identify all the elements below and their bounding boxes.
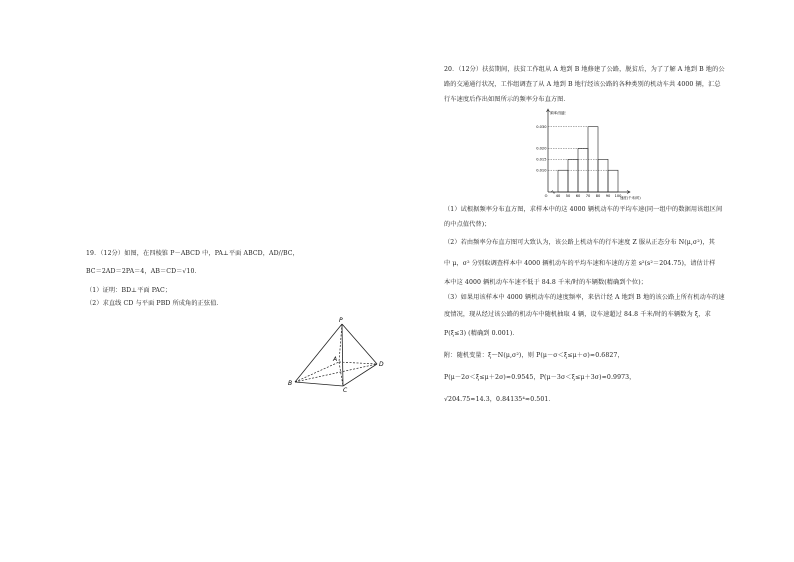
label-d: D [379, 361, 384, 368]
q20-line-3: 行车速度后作出如图所示的频率分布直方图． [444, 96, 570, 103]
bar-80-90 [598, 159, 608, 192]
label-p: P [339, 317, 343, 324]
bar-50-60 [568, 159, 578, 192]
q20-part-2-b: 中 μ，σ² 分别取调查样本中 4000 辆机动车的平均车速和车速的方差 s²(s²＝204.75)，请估计样 [444, 260, 716, 267]
x-tick-60: 60 [575, 194, 581, 198]
q19-line-1: 19．（12分）如图，在四棱锥 P－ABCD 中，PA⊥平面 ABCD，AD//BC， [86, 250, 299, 257]
frequency-histogram [528, 108, 668, 202]
edge-pd [342, 324, 377, 364]
q20-part-1-b: 的中点值代替)； [444, 221, 491, 228]
q20-part-1-a: （1）试根据频率分布直方图，求样本中的这 4000 辆机动车的平均车速(同一组中的数据用该组区间 [444, 206, 723, 213]
q20-part-2-c: 本中这 4000 辆机动车车速不低于 84.8 千米/时的车辆数(精确到个位)； [444, 279, 647, 286]
q20-line-1: 20．（12分）扶贫期间，扶贫工作组从 A 地到 B 地修建了公路，脱贫后，为了了解 A 地到 B 地的公 [444, 66, 725, 73]
x-tick-O: O [544, 194, 548, 198]
y-tick-0.030: 0.030 [536, 124, 547, 129]
q20-part-3-a: （3）如果用该样本中 4000 辆机动车的速度频率，来估计经 A 地到 B 地的该公路上所有机动车的速 [444, 294, 725, 301]
q20-line-2: 路的交通通行状况，工作组调查了从 A 地到 B 地行经该公路的各种类别的机动车共 4000 辆，汇总 [444, 81, 721, 88]
q20-part-3-b: 度情况，现从经过该公路的机动车中随机抽取 4 辆，设车速超过 84.8 千米/时的车辆数为 ξ，求 [444, 311, 711, 318]
q19-part-2: （2）求直线 CD 与平面 PBD 所成角的正弦值． [86, 300, 223, 307]
edge-pa [339, 324, 342, 362]
label-b: B [288, 380, 293, 387]
edge-ab [295, 362, 339, 382]
bar-90-100 [608, 170, 618, 192]
y-axis-label: 频率/组距 [550, 111, 566, 115]
edge-pc [342, 324, 343, 386]
edge-pb [295, 324, 342, 382]
x-tick-100: 100 [614, 194, 622, 198]
x-tick-80: 80 [595, 194, 601, 198]
edge-cd [343, 364, 377, 386]
x-tick-70: 70 [585, 194, 591, 198]
label-c: C [343, 387, 348, 392]
y-tick-0.010: 0.010 [536, 168, 547, 173]
q20-part-3-c: P(ξ≤3) (精确到 0.001)． [444, 330, 519, 337]
q20-reference-1: 附：随机变量：ξ～N(μ,σ²)，则 P(μ－σ＜ξ≤μ＋σ)≈0.6827， [444, 352, 624, 359]
x-axis-label: 速度(千米/时) [620, 196, 641, 200]
x-tick-90: 90 [605, 194, 611, 198]
edge-ad [339, 362, 377, 364]
edge-bc [295, 382, 343, 386]
q20-part-2-a: （2）若由频率分布直方图可大致认为，该公路上机动车的行车速度 Z 服从正态分布 N(μ,σ²)，其 [444, 239, 715, 246]
q19-line-2: BC＝2AD＝2PA＝4，AB＝CD＝√10． [86, 268, 201, 275]
bar-40-50 [558, 170, 568, 192]
label-a: A [333, 356, 338, 363]
y-tick-0.015: 0.015 [536, 157, 547, 162]
x-tick-50: 50 [565, 194, 571, 198]
y-tick-0.020: 0.020 [536, 146, 547, 151]
pyramid-figure [285, 312, 395, 392]
q20-reference-2: P(μ－2σ＜ξ≤μ＋2σ)≈0.9545，P(μ－3σ＜ξ≤μ＋3σ)≈0.9973， [444, 374, 636, 381]
x-tick-40: 40 [555, 194, 561, 198]
q20-reference-3: √204.75≈14.3，0.84135⁴≈0.501． [444, 396, 555, 403]
q19-part-1: （1）证明：BD⊥平面 PAC； [86, 287, 172, 294]
